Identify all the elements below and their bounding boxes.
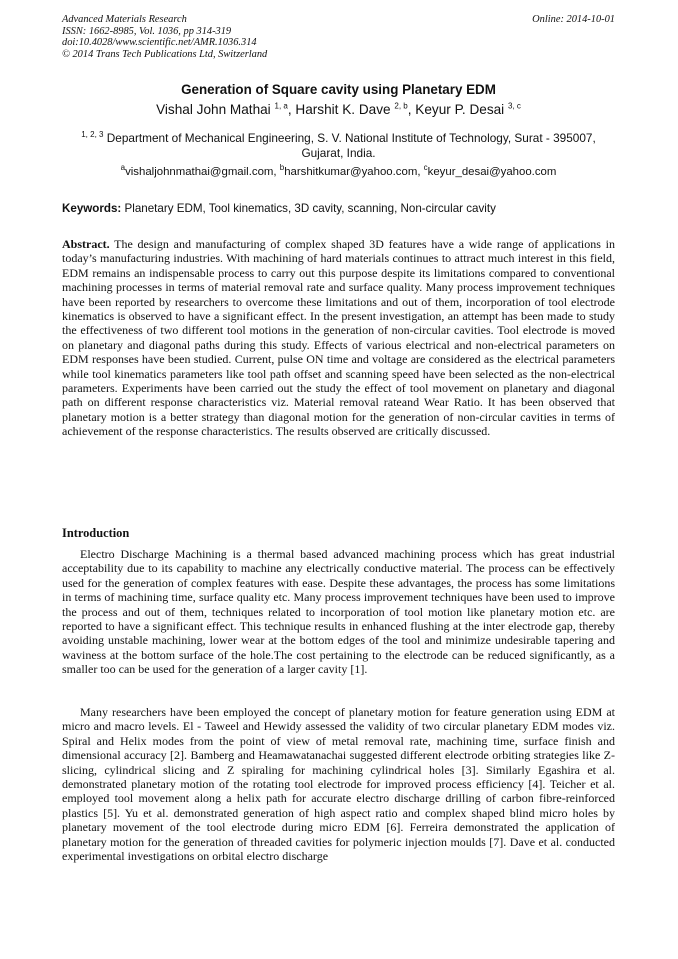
email-link[interactable]: vishaljohnmathai@gmail.com — [125, 166, 274, 178]
online-date: Online: 2014-10-01 — [532, 14, 615, 25]
doi-line: doi:10.4028/www.scientific.net/AMR.1036.314 — [62, 37, 257, 48]
journal-name: Advanced Materials Research — [62, 14, 187, 25]
author-name: Keyur P. Desai — [415, 102, 505, 117]
email-marker: c — [423, 163, 428, 173]
author-affil-marker: 1, a — [274, 101, 288, 111]
author-affil-marker: 3, c — [508, 101, 521, 111]
author-affil-marker: 2, b — [394, 101, 408, 111]
body-paragraph: Electro Discharge Machining is a thermal based advanced machining process which has great industrial acceptability due to its capability to machine any electrically conductive material. The process can be effectively used for the generation of complex features with ease. Despite these advantages, the process has some limitations in terms of machining time, surface quality etc. Many process improvement techniques have been used to improve the process and out of them, techniques related to incorporation of tool motion like planetary motion etc. are reported to have a significant effect. This technique results in enhanced flushing at the inter electrode gap, thereby avoiding unstable machining, lower wear at the bottom edges of the tool and minimize undesirable tapering and waviness at the bottom surface of the hole.The cost pertaining to the electrode can be reduced significantly, as a smaller too can be used for the generation of a larger cavity [1]. — [62, 547, 615, 677]
paper-title: Generation of Square cavity using Planetary EDM — [181, 82, 496, 97]
author-list: Vishal John Mathai $^{1, a}$, Harshit K. Dave $^{2, b}$, Keyur P. Desai $^{3, c}$ — [156, 101, 521, 117]
abstract-label: Abstract. — [62, 237, 110, 251]
email-marker: b — [279, 163, 285, 173]
email-marker: a — [120, 163, 126, 173]
section-heading-introduction: Introduction — [62, 526, 130, 540]
keywords-text: Planetary EDM, Tool kinematics, 3D cavity, scanning, Non-circular cavity — [124, 202, 496, 215]
issn-line: ISSN: 1662-8985, Vol. 1036, pp 314-319 — [62, 25, 232, 37]
email-link[interactable]: harshitkumar@yahoo.com — [284, 166, 418, 178]
author-name: Vishal John Mathai — [156, 102, 271, 117]
affiliation — [62, 131, 615, 161]
author-name: Harshit K. Dave — [295, 102, 391, 117]
email-link[interactable]: keyur_desai@yahoo.com — [427, 166, 557, 178]
copyright-line: © 2014 Trans Tech Publications Ltd, Switzerland — [62, 48, 268, 60]
keywords-label: Keywords: — [62, 202, 122, 215]
email-list: $^a$vishaljohnmathai@gmail.com, $^b$harshitkumar@yahoo.com, $^c$keyur_desai@yahoo.com — [120, 163, 557, 178]
body-paragraph: Many researchers have been employed the concept of planetary motion for feature generation using EDM at micro and macro levels. El - Taweel and Hewidy assessed the validity of two circular planetary EDM modes viz. Spiral and Helix modes from the point of view of metal removal rate, machining time, surface finish and dimensional accuracy [2]. Bamberg and Heamawatanachai suggested different electrode orbiting strategies like Z-slicing, cylindrical slicing and Z spiraling for machining cylindrical holes [3]. Similarly Egashira et al. demonstrated planetary motion of the rotating tool electrode for improved process efficiency [4]. Teicher et al. employed tool movement along a helix path for accurate electro discharge drilling of carbon fibre-reinforced plastics [5]. Yu et al. demonstrated generation of high aspect ratio and complex shaped blind micro holes by planetary movement of the tool electrode during micro EDM [6]. Ferreira demonstrated the application of planetary motion for the generation of threaded cavities for polymeric injection moulds [7]. Dave et al. conducted experimental investigations on orbital electro discharge — [62, 705, 615, 864]
journal-header — [62, 14, 615, 60]
abstract — [62, 237, 615, 439]
abstract-text: The design and manufacturing of complex shaped 3D features have a wide range of applications in today’s manufacturing industries. With machining of hard materials continues to attract much interest in this field, EDM remains an indispensable process to carry out this purpose despite its limitations compared to conventional machining processes in terms of material removal rate and surface quality. Many process improvement techniques have been reported by researchers to overcome these limitations and out of them, incorporation of tool electrode kinematics is observed to have a significant effect. In the present investigation, an attempt has been made to study the effectiveness of two different tool motions in the generation of non-circular cavities. Tool electrode is moved on planetary and diagonal paths during this study. Effects of various electrical and non-electrical parameters on EDM responses have been studied. Current, pulse ON time and voltage are considered as the electrical parameters while tool kinematics parameters like tool path offset and scanning speed have been selected as the non-electrical parameters. Experiments have been carried out the study the effect of tool movement on planetary and diagonal path on different response characteristics viz. Material removal rateand Wear Ratio. It has been observed that planetary motion is a better strategy than diagonal motion for the generation of non-circular cavities in terms of achievement of the response characteristics. The results observed are critically discussed. — [62, 237, 615, 439]
affiliation-text: Department of Mechanical Engineering, S. V. National Institute of Technology, Surat - 395007, Gujarat, India. — [106, 131, 596, 160]
keywords — [62, 202, 615, 215]
affiliation-marker: 1, 2, 3 — [81, 130, 104, 140]
